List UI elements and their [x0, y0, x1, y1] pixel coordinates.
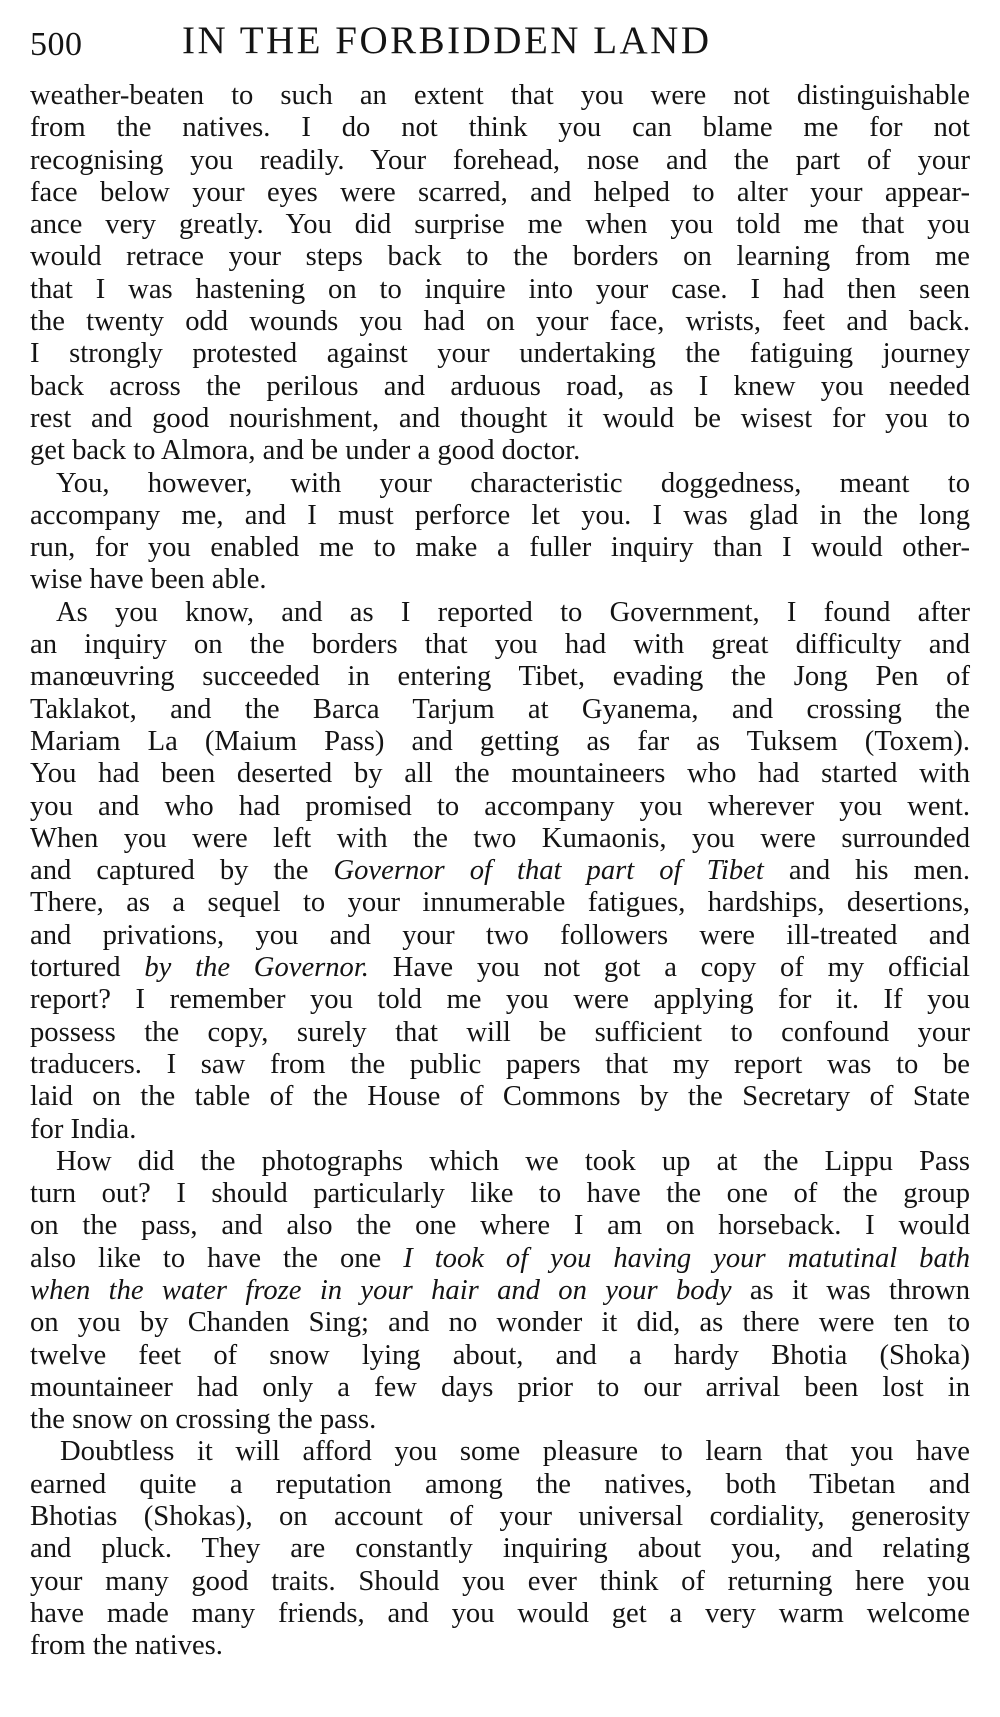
- paragraph: [30, 1146, 970, 1437]
- italic-text: I took of you having your matutinal bath: [403, 1242, 970, 1274]
- running-title: IN THE FORBIDDEN LAND: [182, 19, 712, 62]
- italic-text: Governor of that part of Tibet: [333, 855, 764, 887]
- text-line: for India.: [30, 1113, 137, 1145]
- text-segment: Have you not got a copy of my official: [368, 952, 971, 984]
- text-line: report? I remember you told me you were applying for it. If you: [30, 984, 970, 1016]
- text-line: wise have been able.: [30, 564, 267, 596]
- page-header: [30, 18, 970, 68]
- text-line: an inquiry on the borders that you had with great difficulty and: [30, 629, 970, 661]
- page-number: 500: [30, 26, 83, 63]
- text-line: earned quite a reputation among the natives, both Tibetan and: [30, 1468, 970, 1500]
- paragraph: [30, 597, 970, 1146]
- text-line: would retrace your steps back to the borders on learning from me: [30, 241, 970, 273]
- text-line: recognising you readily. Your forehead, nose and the part of your: [30, 144, 970, 176]
- text-line: you and who had promised to accompany you wherever you went.: [30, 790, 970, 822]
- italic-text: when the water froze in your hair and on your body: [30, 1274, 732, 1306]
- text-segment: and his men.: [763, 855, 970, 887]
- letter-body: [30, 80, 970, 1663]
- text-line: from the natives.: [30, 1630, 223, 1662]
- text-line: twelve feet of snow lying about, and a hardy Bhotia (Shoka): [30, 1339, 970, 1371]
- text-line: from the natives. I do not think you can blame me for not: [30, 112, 970, 144]
- text-line: and privations, you and your two followers were ill-treated and: [30, 919, 970, 951]
- text-line: When you were left with the two Kumaonis, you were surrounded: [30, 822, 970, 854]
- text-line: You, however, with your characteristic doggedness, meant to: [56, 467, 970, 499]
- text-line: Bhotias (Shokas), on account of your universal cordiality, generosity: [30, 1501, 970, 1533]
- text-line: back across the perilous and arduous road, as I knew you needed: [30, 370, 970, 402]
- text-line: As you know, and as I reported to Government, I found after: [56, 596, 970, 628]
- text-line: possess the copy, surely that will be sufficient to confound your: [30, 1016, 970, 1048]
- text-line: [30, 855, 970, 887]
- text-line: [30, 1243, 970, 1275]
- text-line: Taklakot, and the Barca Tarjum at Gyanema, and crossing the: [30, 693, 970, 725]
- text-segment: tortured: [30, 952, 145, 984]
- text-line: and pluck. They are constantly inquiring about you, and relating: [30, 1533, 970, 1565]
- text-segment: as it was thrown: [731, 1274, 970, 1306]
- text-line: laid on the table of the House of Commons by the Secretary of State: [30, 1081, 970, 1113]
- text-line: mountaineer had only a few days prior to our arrival been lost in: [30, 1371, 970, 1403]
- text-line: that I was hastening on to inquire into your case. I had then seen: [30, 273, 970, 305]
- text-line: face below your eyes were scarred, and helped to alter your appear-: [30, 176, 970, 208]
- italic-text: by the Governor.: [144, 952, 369, 984]
- text-line: the twenty odd wounds you had on your face, wrists, feet and back.: [30, 306, 970, 338]
- text-segment: also like to have the one: [30, 1242, 404, 1274]
- text-line: accompany me, and I must perforce let you. I was glad in the long: [30, 499, 970, 531]
- paragraph: [30, 80, 970, 468]
- text-segment: and captured by the: [30, 855, 334, 887]
- text-line: run, for you enabled me to make a fuller inquiry than I would other-: [30, 532, 970, 564]
- text-line: turn out? I should particularly like to have the one of the group: [30, 1178, 970, 1210]
- paragraph: [30, 1436, 970, 1662]
- text-line: ance very greatly. You did surprise me when you told me that you: [30, 209, 970, 241]
- text-line: get back to Almora, and be under a good doctor.: [30, 435, 581, 467]
- text-line: You had been deserted by all the mountaineers who had started with: [30, 758, 970, 790]
- text-line: How did the photographs which we took up at the Lippu Pass: [56, 1145, 970, 1177]
- text-line: the snow on crossing the pass.: [30, 1404, 377, 1436]
- text-line: [30, 952, 970, 984]
- text-line: on you by Chanden Sing; and no wonder it did, as there were ten to: [30, 1307, 970, 1339]
- text-line: I strongly protested against your undertaking the fatiguing journey: [30, 338, 970, 370]
- text-line: Mariam La (Maium Pass) and getting as far as Tuksem (Toxem).: [30, 725, 970, 757]
- text-line: on the pass, and also the one where I am on horseback. I would: [30, 1210, 970, 1242]
- text-line: [30, 1275, 970, 1307]
- text-line: manœuvring succeeded in entering Tibet, evading the Jong Pen of: [30, 661, 970, 693]
- text-line: rest and good nourishment, and thought it would be wisest for you to: [30, 402, 970, 434]
- text-line: have made many friends, and you would get a very warm welcome: [30, 1597, 970, 1629]
- paragraph: [30, 468, 970, 597]
- text-line: traducers. I saw from the public papers that my report was to be: [30, 1048, 970, 1080]
- text-line: your many good traits. Should you ever think of returning here you: [30, 1565, 970, 1597]
- text-line: weather-beaten to such an extent that you were not distinguishable: [30, 80, 970, 111]
- text-line: There, as a sequel to your innumerable fatigues, hardships, desertions,: [30, 887, 970, 919]
- text-line: Doubtless it will afford you some pleasure to learn that you have: [60, 1436, 970, 1468]
